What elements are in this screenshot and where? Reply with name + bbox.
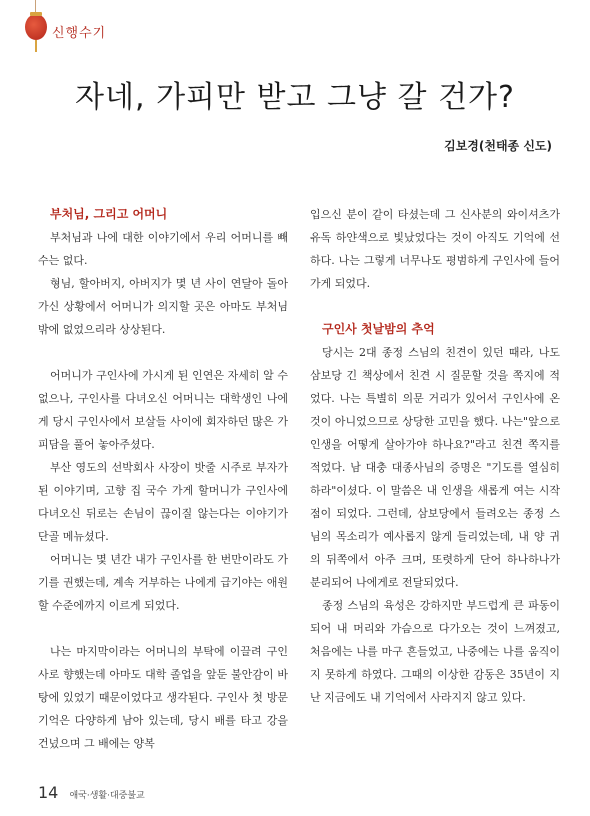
article-author: 김보경(천태종 신도)	[444, 139, 552, 153]
lantern-tassel	[35, 40, 37, 52]
paragraph: 입으신 분이 같이 타셨는데 그 신사분의 와이셔츠가 유독 하얀색으로 빛났었다는 것이 아직도 기억에 선하다. 나는 그렇게 너무나도 평범하게 구인사에 들어가게 되었다.	[310, 208, 560, 290]
paragraph: 부산 영도의 선박회사 사장이 밧줄 시주로 부자가 된 이야기며, 고향 집 국수 가게 할머니가 구인사에 다녀오신 뒤로는 손님이 끊이질 않는다는 이야기가 단골 메뉴셨다.	[38, 461, 288, 543]
right-column	[310, 203, 560, 709]
page-number: 14	[38, 783, 59, 802]
article-title: 자네, 가피만 받고 그냥 갈 건가?	[75, 80, 515, 115]
page-footer	[38, 783, 145, 802]
section-heading: 구인사 첫날밤의 추억	[322, 322, 435, 336]
left-column	[38, 203, 288, 755]
paragraph: 나는 마지막이라는 어머니의 부탁에 이끌려 구인사로 향했는데 아마도 대학 졸업을 앞둔 불안감이 바탕에 있었기 때문이었다고 생각된다. 구인사 첫 방문 기억은 다양하게 남아 있는데, 당시 배를 타고 강을 건넜으며 그 배에는 양복	[38, 645, 288, 750]
publication-name: 애국·생활·대중불교	[69, 791, 145, 801]
paragraph: 부처님과 나에 대한 이야기에서 우리 어머니를 빼 수는 없다.	[38, 231, 288, 267]
lantern-icon	[25, 14, 47, 40]
paragraph: 형님, 할아버지, 아버지가 몇 년 사이 연달아 돌아가신 상황에서 어머니가 의지할 곳은 아마도 부처님밖에 없었으리라 상상된다.	[38, 277, 288, 336]
section-tag: 신행수기	[52, 26, 107, 41]
lantern-cap	[30, 12, 42, 16]
paragraph: 어머니가 구인사에 가시게 된 인연은 자세히 알 수 없으나, 구인사를 다녀오신 어머니는 대학생인 나에게 당시 구인사에서 보살들 사이에 회자하던 많은 가피담을 풀어 놓아주셨다.	[38, 369, 288, 451]
section-heading: 부처님, 그리고 어머니	[50, 207, 168, 221]
paragraph: 어머니는 몇 년간 내가 구인사를 한 번만이라도 가기를 권했는데, 계속 거부하는 나에게 급기야는 애원할 수준에까지 이르게 되었다.	[38, 553, 288, 612]
paragraph: 당시는 2대 종정 스님의 친견이 있던 때라, 나도 삼보당 긴 책상에서 친견 시 질문할 것을 쪽지에 적었다. 나는 특별히 의문 거리가 있어서 구인사에 온 것이 아니었으므로 상당한 고민을 했다. 나는"앞으로 인생을 어떻게 살아가야 하나요?"라고 친견 쪽지를 적었다. 남 대충 대종사님의 증명은 "기도를 열심히 하라"이셨다. 이 말씀은 내 인생을 새롭게 여는 시작점이 되었다. 그런데, 삼보당에서 들려오는 종정 스님의 목소리가 예사롭지 않게 들리었는데, 내 양 귀의 뒤쪽에서 아주 크며, 또렷하게 단어 하나하나가 분리되어 나에게로 전달되었다.	[310, 346, 560, 589]
paragraph: 종정 스님의 육성은 강하지만 부드럽게 큰 파동이 되어 내 머리와 가슴으로 다가오는 것이 느껴졌고, 처음에는 나를 마구 흔들었고, 나중에는 나를 움직이지 못하게 하였다. 그때의 이상한 감동은 35년이 지난 지금에도 내 기억에서 사라지지 않고 있다.	[310, 599, 560, 704]
